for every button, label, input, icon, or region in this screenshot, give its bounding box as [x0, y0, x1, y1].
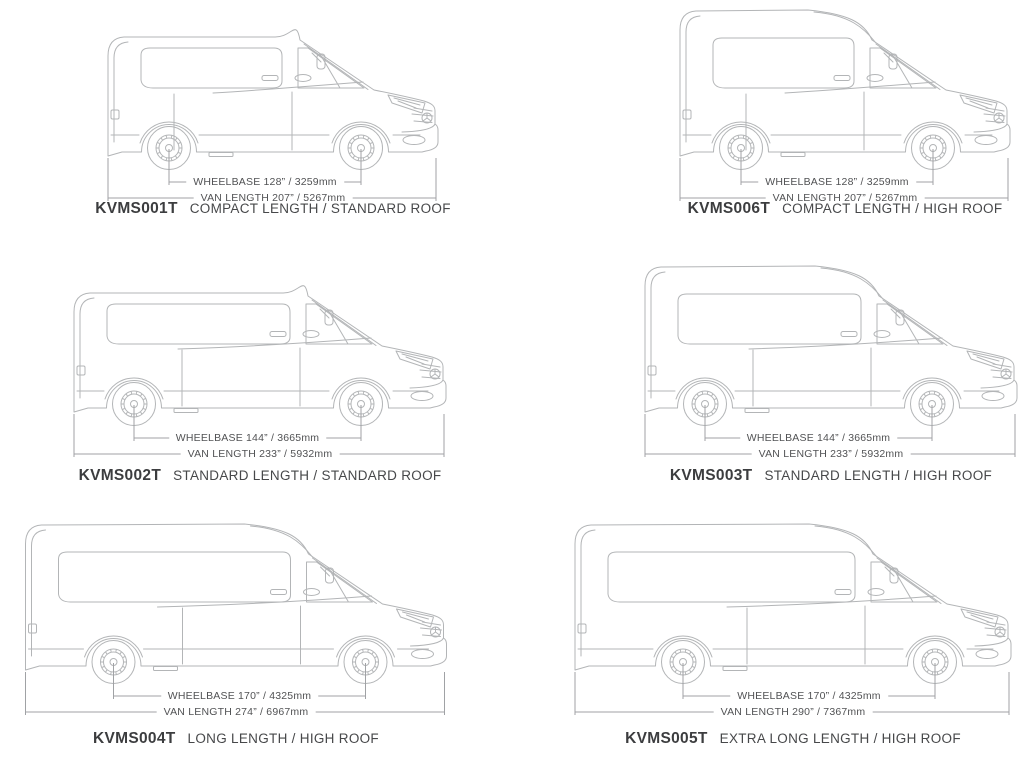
van-wheels	[92, 641, 387, 684]
van-wheels	[148, 127, 383, 170]
wheelbase-label: WHEELBASE 170” / 4325mm	[730, 690, 888, 702]
product-code: KVMS004T	[93, 730, 176, 747]
van-wheels	[684, 383, 954, 426]
product-description: COMPACT LENGTH / STANDARD ROOF	[189, 201, 451, 216]
van-figure-kvms004t	[1, 516, 471, 752]
van-length-label: VAN LENGTH 207” / 5267mm	[194, 192, 353, 204]
van-length-label: VAN LENGTH 274” / 6967mm	[157, 706, 316, 718]
van-body	[74, 286, 446, 413]
caption	[1, 730, 471, 748]
wheelbase-label: WHEELBASE 128” / 3259mm	[186, 176, 344, 188]
wheelbase-label: WHEELBASE 170” / 4325mm	[161, 690, 319, 702]
van-body	[108, 30, 438, 157]
product-code: KVMS006T	[687, 200, 771, 217]
van-length-label: VAN LENGTH 233” / 5932mm	[752, 448, 911, 460]
van-figure-kvms005t	[558, 516, 1024, 752]
van-wheels	[720, 127, 955, 170]
van-length-label: VAN LENGTH 290” / 7367mm	[714, 706, 873, 718]
caption	[25, 467, 495, 485]
caption	[558, 730, 1024, 748]
wheelbase-label: WHEELBASE 128” / 3259mm	[758, 176, 916, 188]
wheelbase-label: WHEELBASE 144” / 3665mm	[169, 432, 327, 444]
product-code: KVMS001T	[95, 200, 178, 217]
product-description: COMPACT LENGTH / HIGH ROOF	[782, 201, 1003, 216]
van-figure-kvms003t	[596, 258, 1024, 494]
van-figure-kvms006t	[610, 2, 1024, 238]
van-body	[575, 524, 1011, 671]
van-length-label: VAN LENGTH 207” / 5267mm	[766, 192, 925, 204]
van-figure-kvms002t	[25, 258, 495, 494]
product-description: STANDARD LENGTH / HIGH ROOF	[764, 468, 993, 483]
product-code: KVMS005T	[625, 730, 708, 747]
product-code: KVMS003T	[669, 467, 753, 484]
van-length-label: VAN LENGTH 233” / 5932mm	[181, 448, 340, 460]
van-body	[680, 10, 1010, 157]
van-wheels	[113, 383, 383, 426]
product-description: LONG LENGTH / HIGH ROOF	[187, 731, 379, 746]
van-figure-kvms001t	[38, 2, 508, 238]
product-description: STANDARD LENGTH / STANDARD ROOF	[173, 468, 442, 483]
caption	[596, 467, 1024, 485]
caption	[610, 200, 1024, 218]
product-code: KVMS002T	[78, 467, 162, 484]
van-body	[645, 266, 1017, 413]
van-body	[26, 524, 447, 671]
wheelbase-label: WHEELBASE 144” / 3665mm	[740, 432, 898, 444]
product-description: EXTRA LONG LENGTH / HIGH ROOF	[719, 731, 961, 746]
caption	[38, 200, 508, 218]
van-wheels	[662, 641, 957, 684]
